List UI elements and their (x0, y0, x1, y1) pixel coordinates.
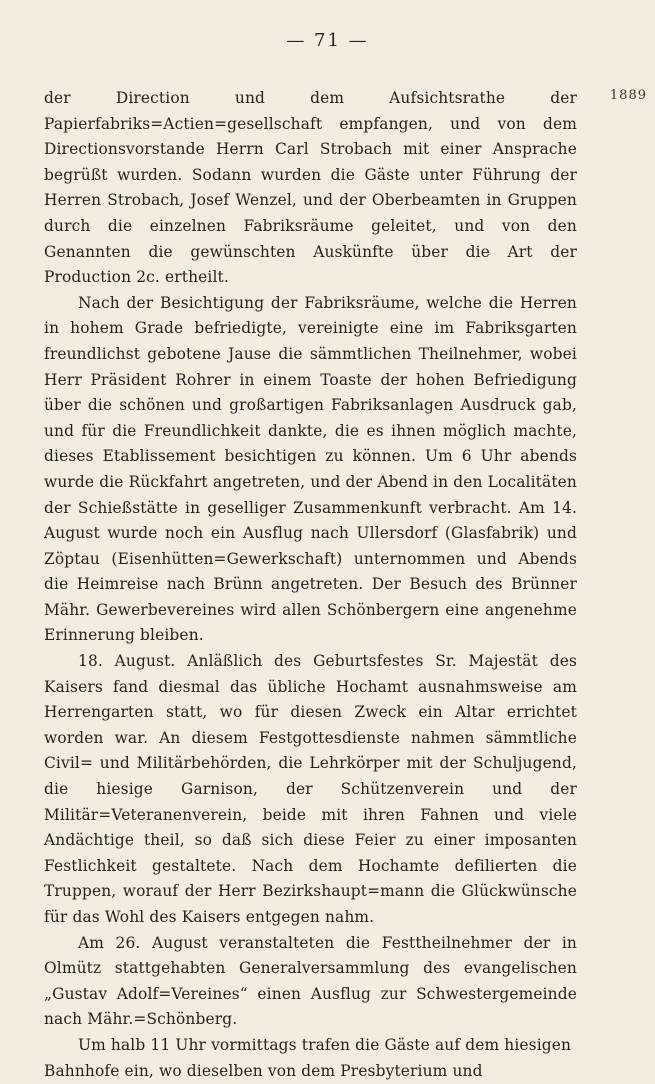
paragraph: Um halb 11 Uhr vormittags trafen die Gäste auf dem hiesigen Bahnhofe ein, wo dieselben von dem Presbyterium und (44, 1035, 572, 1080)
page-body (44, 86, 577, 1084)
paragraph: der Direction und dem Aufsichtsrathe der Papierfabriks=Actien=gesellschaft empfangen, und von dem Directionsvorstande Herrn Carl Strobach mit einer Ansprache begrüßt wurden. Sodann wurden die Gäste unter Führung der Herren Strobach, Josef Wenzel, und der Oberbeamten in Gruppen durch die einzelnen Fabriksräume geleitet, und von den Genannten die gewünschten Auskünfte über die Art der Production 2c. ertheilt. (44, 89, 577, 287)
paragraph: 18. August. Anläßlich des Geburtsfestes Sr. Majestät des Kaisers fand diesmal das übliche Hochamt ausnahmsweise am Herrengarten statt, wo für diesen Zweck ein Altar errichtet worden war. An diesem Festgottesdienste nahmen sämmtliche Civil= und Militärbehörden, die Lehrkörper mit der Schuljugend, die hiesige Garnison, der Schützenverein und der Militär=Veteranenverein, beide mit ihren Fahnen und viele Andächtige theil, so daß sich diese Feier zu einer imposanten Festlichkeit gestaltete. Nach dem Hochamte defilierten die Truppen, worauf der Herr Bezirkshaupt=mann die Glückwünsche für das Wohl des Kaisers entgegen nahm. (44, 652, 577, 926)
margin-year-note: 1889 (609, 88, 647, 103)
paragraph: Am 26. August veranstalteten die Festtheilnehmer der in Olmütz stattgehabten Generalversammlung des evangelischen „Gustav Adolf=Vereines“ einen Ausflug zur Schwestergemeinde nach Mähr.=Schönberg. (44, 933, 577, 1029)
paragraph: Nach der Besichtigung der Fabriksräume, welche die Herren in hohem Grade befriedigte, vereinigte eine im Fabriksgarten freundlichst gebotene Jause die sämmtlichen Theilnehmer, wobei Herr Präsident Rohrer in einem Toaste der hohen Befriedigung über die schönen und großartigen Fabriksanlagen Ausdruck gab, und für die Freundlichkeit dankte, die es ihnen möglich machte, dieses Etablissement besichtigen zu können. Um 6 Uhr abends wurde die Rückfahrt angetreten, und der Abend in den Localitäten der Schießstätte in geselliger Zusammenkunft verbracht. Am 14. August wurde noch ein Ausflug nach Ullersdorf (Glasfabrik) und Zöptau (Eisenhütten=Gewerkschaft) unternommen und Abends die Heimreise nach Brünn angetreten. Der Besuch des Brünner Mähr. Gewerbevereines wird allen Schönbergern eine angenehme Erinnerung bleiben. (44, 293, 577, 645)
page-number: — 71 — (286, 30, 369, 51)
